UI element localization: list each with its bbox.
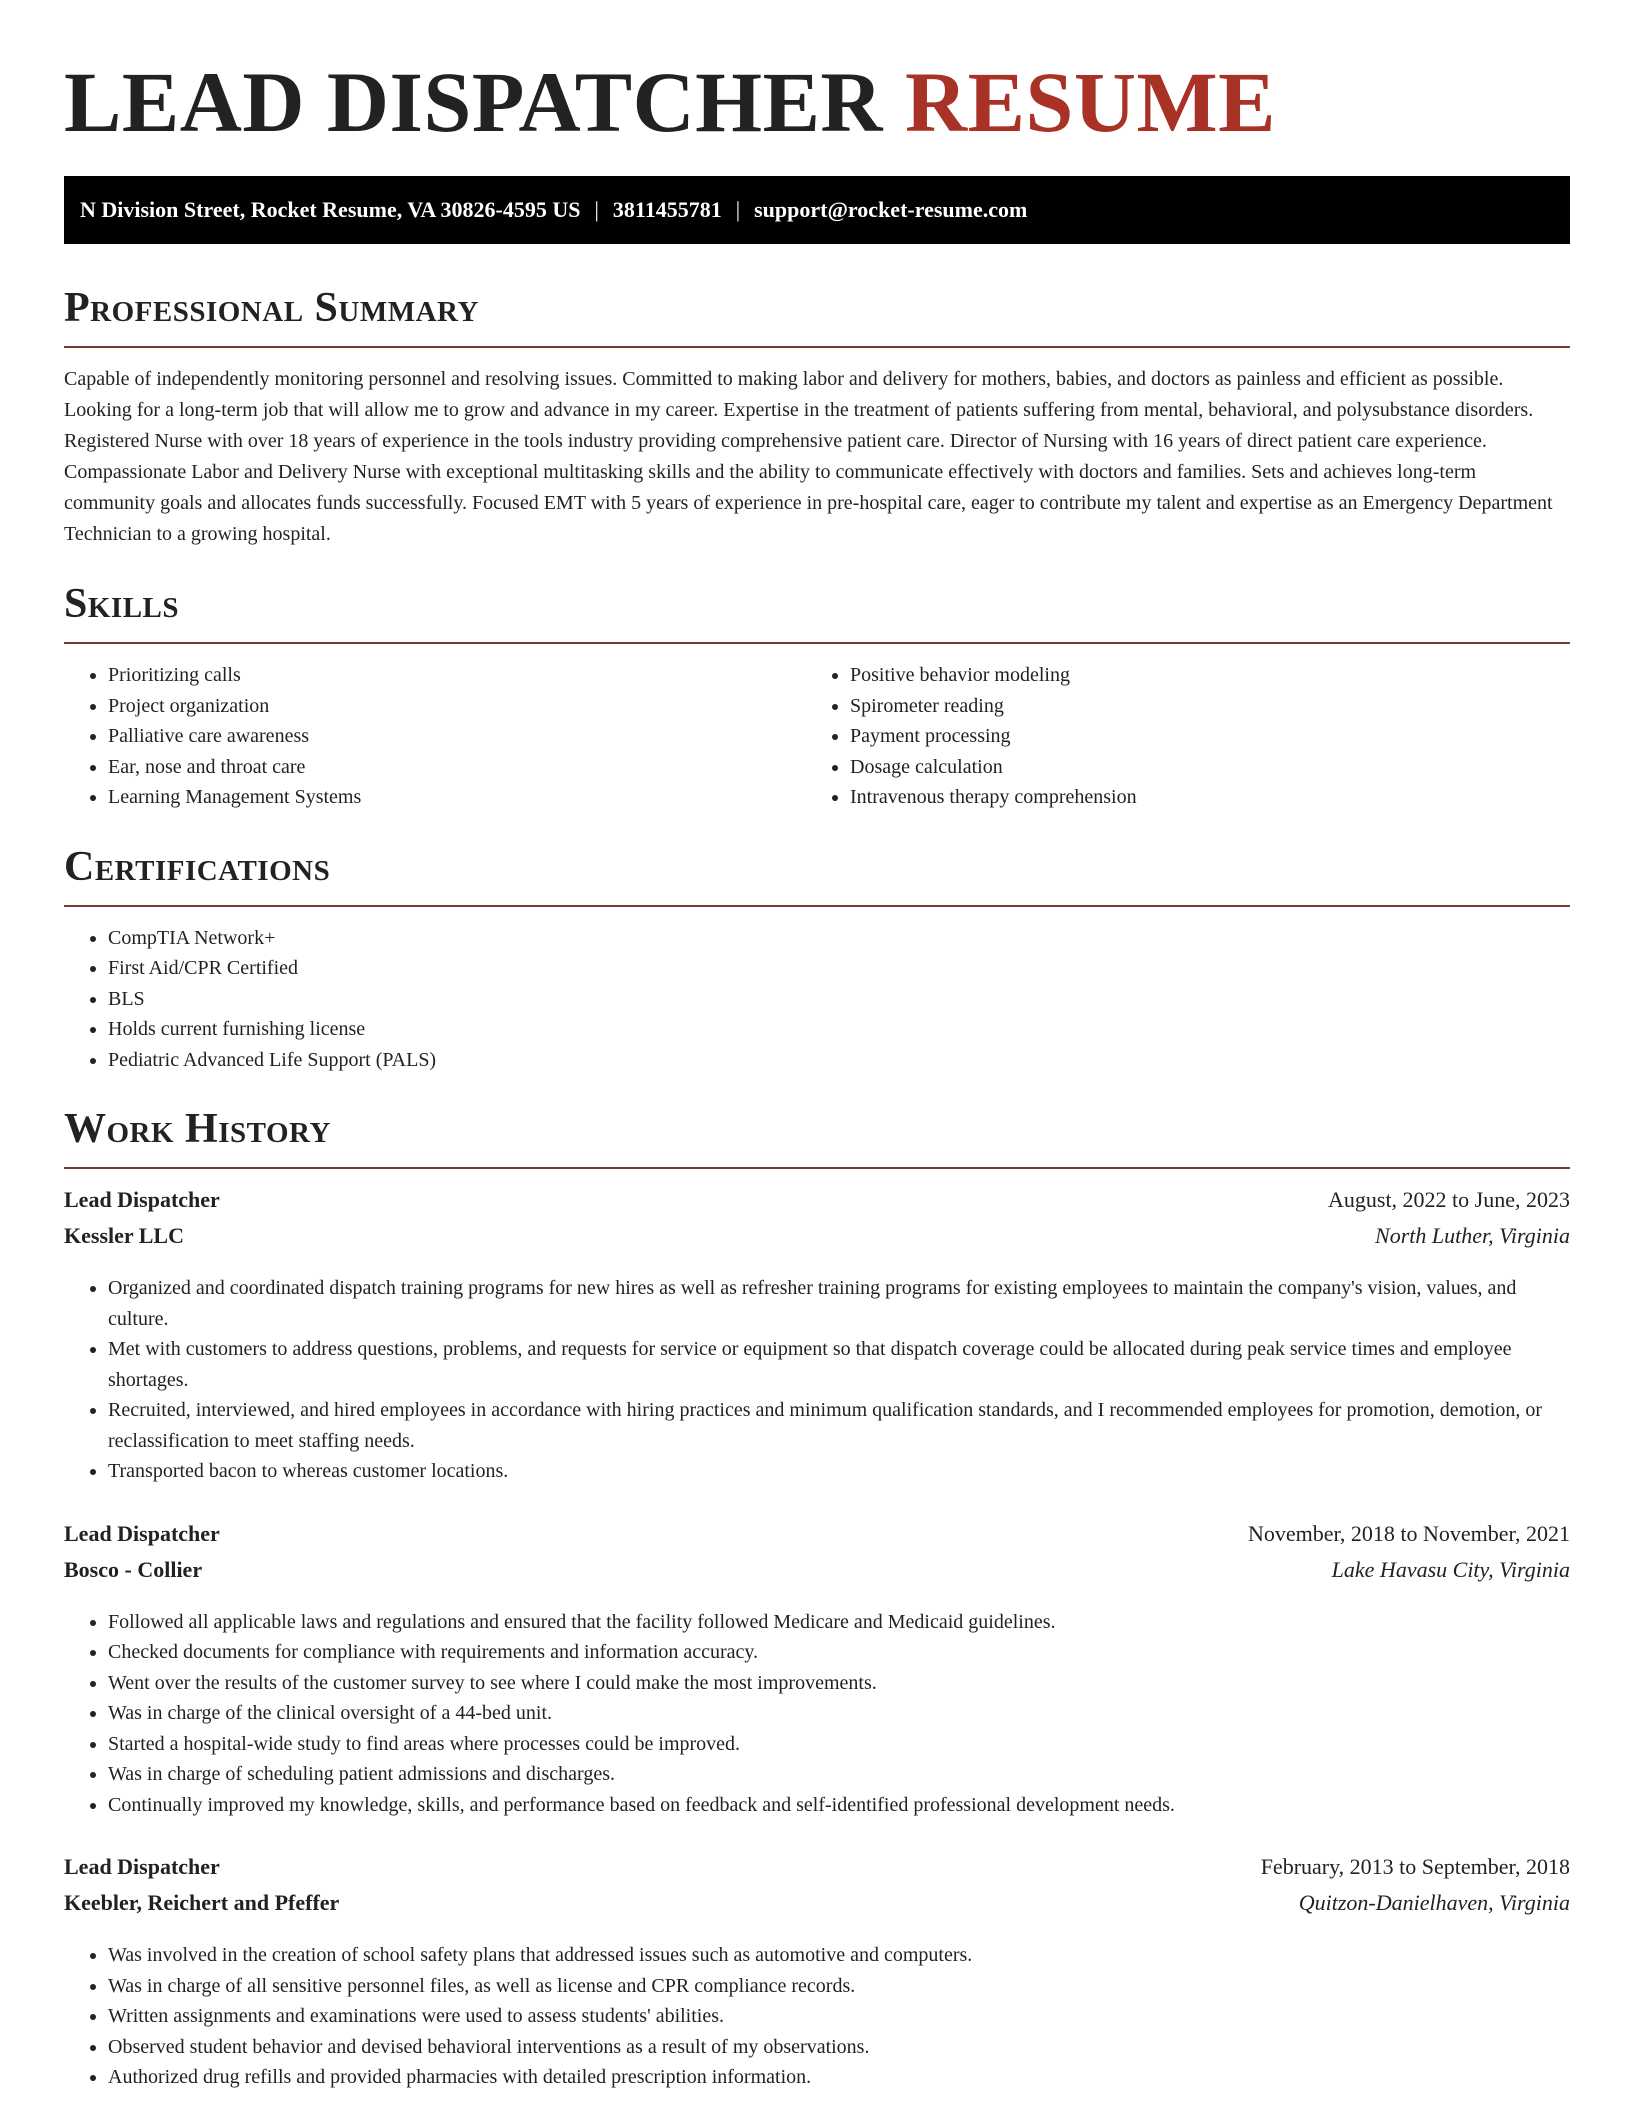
job-bullet: • Was involved in the creation of school safety plans that addressed issues such as automotive and computers.	[108, 1940, 1570, 1971]
job-bullet: • Recruited, interviewed, and hired employees in accordance with hiring practices and minimum qualification standards, and I recommended employees for promotion, demotion, or reclassification to meet staffing needs.	[108, 1395, 1570, 1456]
skill-item: • Dosage calculation	[850, 752, 1548, 783]
job-bullet: • Continually improved my knowledge, skills, and performance based on feedback and self-identified professional development needs.	[108, 1790, 1570, 1821]
skill-item: • Prioritizing calls	[108, 660, 806, 691]
skill-item: • Positive behavior modeling	[850, 660, 1548, 691]
certification-item: • BLS	[108, 984, 1570, 1015]
certification-item: • Pediatric Advanced Life Support (PALS)	[108, 1045, 1570, 1076]
job-title: Lead Dispatcher	[64, 1520, 220, 1546]
certification-item: • CompTIA Network+	[108, 923, 1570, 954]
summary-text: Capable of independently monitoring personnel and resolving issues. Committed to making labor and delivery for mothers, babies, and doctors as painless and efficient as possible. Looking for a long-term job that will allow me to grow and advance in my career. Expertise in the treatment of patients suffering from mental, behavioral, and polysubstance disorders. Registered Nurse with over 18 years of experience in the tools industry providing comprehensive patient care. Director of Nursing with 16 years of direct patient care experience. Compassionate Labor and Delivery Nurse with exceptional multitasking skills and the ability to communicate effectively with doctors and families. Sets and achieves long-term community goals and allocates funds successfully. Focused EMT with 5 years of experience in pre-hospital care, eager to contribute my talent and expertise as an Emergency Department Technician to a growing hospital.	[64, 368, 1553, 545]
job-header-row	[64, 1187, 1570, 1223]
resume-title	[64, 0, 1570, 160]
work-history-heading: Work History	[64, 1105, 1570, 1169]
job-company-row	[64, 1557, 1570, 1593]
contact-separator: |	[594, 197, 599, 222]
job-bullet: • Met with customers to address questions, problems, and requests for service or equipment so that dispatch coverage could be allocated during peak service times and employee shortages.	[108, 1334, 1570, 1395]
job-bullet: • Went over the results of the customer survey to see where I could make the most improvements.	[108, 1668, 1570, 1699]
job-bullets	[64, 1607, 1570, 1821]
skill-item: • Intravenous therapy comprehension	[850, 782, 1548, 813]
job-bullet: • Observed student behavior and devised behavioral interventions as a result of my observations.	[108, 2032, 1570, 2063]
job-location: Quitzon-Danielhaven, Virginia	[1298, 1890, 1570, 1915]
job-company-row	[64, 1223, 1570, 1259]
job-title: Lead Dispatcher	[64, 1854, 220, 1879]
job-location: Lake Havasu City, Virginia	[1331, 1556, 1570, 1582]
skill-item: • Project organization	[108, 691, 806, 722]
job-entry-3	[64, 1854, 1570, 2093]
contact-email[interactable]: support@rocket-resume.com	[754, 197, 1028, 222]
certification-item: • First Aid/CPR Certified	[108, 953, 1570, 984]
job-entry-2	[64, 1521, 1570, 1821]
skill-item: • Spirometer reading	[850, 691, 1548, 722]
job-dates: February, 2013 to September, 2018	[1260, 1854, 1570, 1879]
skill-item: • Learning Management Systems	[108, 782, 806, 813]
job-bullet: • Organized and coordinated dispatch training programs for new hires as well as refresher training programs for existing employees to maintain the company's vision, values, and culture.	[108, 1273, 1570, 1334]
job-header-row	[64, 1854, 1570, 1890]
job-bullets	[64, 1273, 1570, 1487]
skills-column-right	[806, 660, 1548, 813]
contact-address: N Division Street, Rocket Resume, VA 30826-4595 US	[80, 197, 581, 222]
job-title: Lead Dispatcher	[64, 1187, 220, 1212]
skills-list-right	[806, 660, 1548, 813]
job-company: Kessler LLC	[64, 1223, 184, 1248]
resume-page	[64, 0, 1570, 2093]
job-company: Keebler, Reichert and Pfeffer	[64, 1890, 340, 1915]
job-bullet: • Was in charge of the clinical oversight of a 44-bed unit.	[108, 1698, 1570, 1729]
job-bullet: • Was in charge of all sensitive personnel files, as well as license and CPR compliance records.	[108, 1971, 1570, 2002]
skill-item: • Palliative care awareness	[108, 721, 806, 752]
summary-heading: Professional Summary	[64, 284, 1570, 348]
job-company-row	[64, 1890, 1570, 1926]
job-bullet: • Checked documents for compliance with requirements and information accuracy.	[108, 1637, 1570, 1668]
job-location: North Luther, Virginia	[1375, 1223, 1570, 1248]
contact-phone[interactable]: 3811455781	[612, 197, 722, 222]
certification-item: • Holds current furnishing license	[108, 1014, 1570, 1045]
contact-bar	[64, 176, 1570, 244]
title-accent: RESUME	[905, 54, 1276, 150]
skill-item: • Ear, nose and throat care	[108, 752, 806, 783]
skills-column-left	[64, 660, 806, 813]
title-main: LEAD DISPATCHER	[64, 54, 884, 150]
skills-grid	[64, 660, 1570, 813]
skills-heading: Skills	[64, 580, 1570, 644]
skills-list-left	[64, 660, 806, 813]
job-dates: August, 2022 to June, 2023	[1328, 1187, 1570, 1212]
job-bullet: • Started a hospital-wide study to find areas where processes could be improved.	[108, 1729, 1570, 1760]
certifications-list	[64, 923, 1570, 1076]
job-header-row	[64, 1521, 1570, 1557]
job-bullet: • Followed all applicable laws and regulations and ensured that the facility followed Medicare and Medicaid guidelines.	[108, 1607, 1570, 1638]
job-bullet: • Was in charge of scheduling patient admissions and discharges.	[108, 1759, 1570, 1790]
certifications-heading: Certifications	[64, 843, 1570, 907]
job-entry-1	[64, 1187, 1570, 1487]
job-bullets	[64, 1940, 1570, 2093]
skill-item: • Payment processing	[850, 721, 1548, 752]
job-company: Bosco - Collier	[64, 1556, 203, 1582]
job-bullet: • Transported bacon to whereas customer locations.	[108, 1456, 1570, 1487]
job-dates: November, 2018 to November, 2021	[1247, 1520, 1570, 1546]
job-bullet: • Written assignments and examinations were used to assess students' abilities.	[108, 2001, 1570, 2032]
job-bullet: • Authorized drug refills and provided pharmacies with detailed prescription information.	[108, 2062, 1570, 2093]
contact-separator: |	[735, 197, 741, 222]
